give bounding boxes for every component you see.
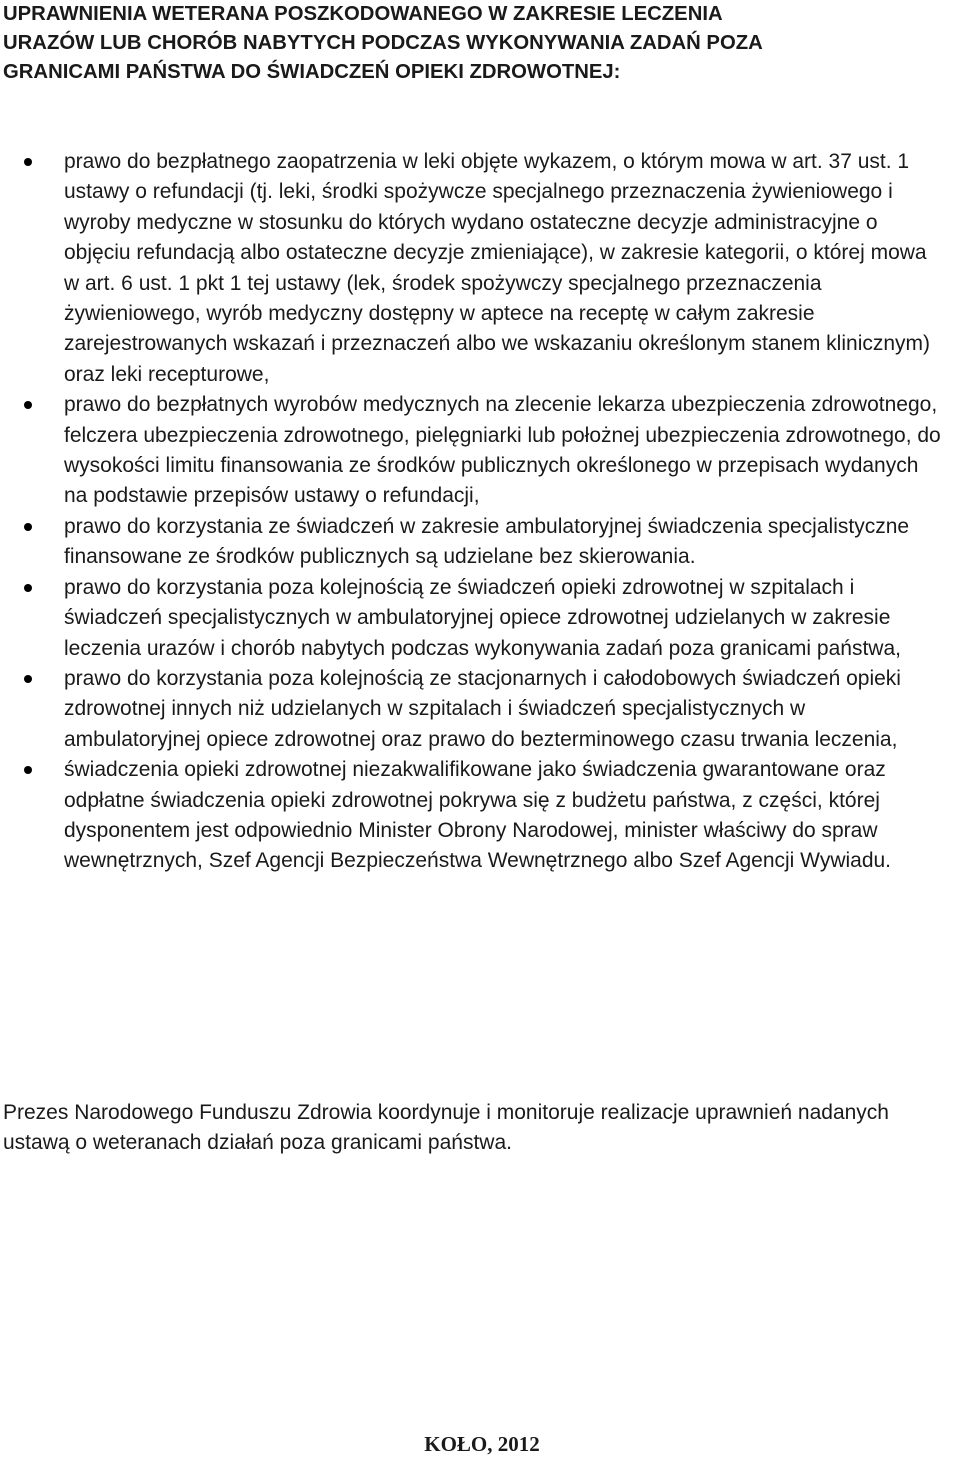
list-item-text: prawo do korzystania poza kolejnością ze stacjonarnych i całodobowych świadczeń opieki zdrowotnej innych niż udzielanych w szpitalach i świadczeń specjalistycznych w ambulatoryjnej opiece zdrowotnej oraz prawo do bezterminowego czasu trwania leczenia, <box>64 666 901 751</box>
footer-text: KOŁO, 2012 <box>424 1432 540 1456</box>
closing-paragraph: Prezes Narodowego Funduszu Zdrowia koordynuje i monitoruje realizacje uprawnień nadanych ustawą o weteranach działań poza granicami państwa. <box>3 1101 889 1155</box>
list-item <box>0 573 946 664</box>
bullet-icon <box>24 675 32 683</box>
title-line-1: UPRAWNIENIA WETERANA POSZKODOWANEGO W ZAKRESIE LECZENIA <box>3 3 723 25</box>
bullet-icon <box>24 401 32 409</box>
list-item <box>0 755 946 877</box>
list-item <box>0 512 946 573</box>
list-item <box>0 664 946 755</box>
list-item-text: prawo do bezpłatnego zaopatrzenia w leki objęte wykazem, o którym mowa w art. 37 ust. 1 ustawy o refundacji (tj. leki, środki spożywcze specjalnego przeznaczenia żywieniowego i wyroby medyczne w stosunku do których wydano ostateczne decyzje administracyjne o objęciu refundacją albo ostateczne decyzje zmieniające), w zakresie kategorii, o której mowa w art. 6 ust. 1 pkt 1 tej ustawy (lek, środek spożywczy specjalnego przeznaczenia żywieniowego, wyrób medyczny dostępny w aptece na receptę w całym zakresie zarejestrowanych wskazań i przeznaczeń albo we wskazaniu określonym stanem klinicznym) oraz leki recepturowe, <box>64 150 931 386</box>
list-item-text: świadczenia opieki zdrowotnej niezakwalifikowane jako świadczenia gwarantowane oraz odpłatne świadczenia opieki zdrowotnej pokrywa się z budżetu państwa, z części, której dysponentem jest odpowiednio Minister Obrony Narodowej, minister właściwy do spraw wewnętrznych, Szef Agencji Bezpieczeństwa Wewnętrznego albo Szef Agencji Wywiadu. <box>64 758 892 873</box>
list-item <box>0 147 946 390</box>
list-item-text: prawo do bezpłatnych wyrobów medycznych na zlecenie lekarza ubezpieczenia zdrowotnego, felczera ubezpieczenia zdrowotnego, pielęgniarki lub położnej ubezpieczenia zdrowotnego, do wysokości limitu finansowania ze środków publicznych określonego w przepisach wydanych na podstawie przepisów ustawy o refundacji, <box>64 393 941 508</box>
list-item <box>0 390 946 512</box>
bullet-icon <box>24 158 32 166</box>
list-item-text: prawo do korzystania ze świadczeń w zakresie ambulatoryjnej świadczenia specjalistyczne finansowane ze środków publicznych są udzielane bez skierowania. <box>64 514 910 569</box>
title-line-2: URAZÓW LUB CHORÓB NABYTYCH PODCZAS WYKONYWANIA ZADAŃ POZA <box>3 32 763 54</box>
document-title <box>3 0 953 87</box>
bullet-icon <box>24 766 32 774</box>
title-line-3: GRANICAMI PAŃSTWA DO ŚWIADCZEŃ OPIEKI ZDROWOTNEJ: <box>3 61 621 83</box>
bullet-icon <box>24 584 32 592</box>
footer <box>0 1430 960 1458</box>
list-item-text: prawo do korzystania poza kolejnością ze świadczeń opieki zdrowotnej w szpitalach i świadczeń specjalistycznych w ambulatoryjnej opiece zdrowotnej udzielanych w zakresie leczenia urazów i chorób nabytych podczas wykonywania zadań poza granicami państwa, <box>64 575 901 660</box>
rights-list <box>0 147 960 877</box>
bullet-icon <box>24 523 32 531</box>
